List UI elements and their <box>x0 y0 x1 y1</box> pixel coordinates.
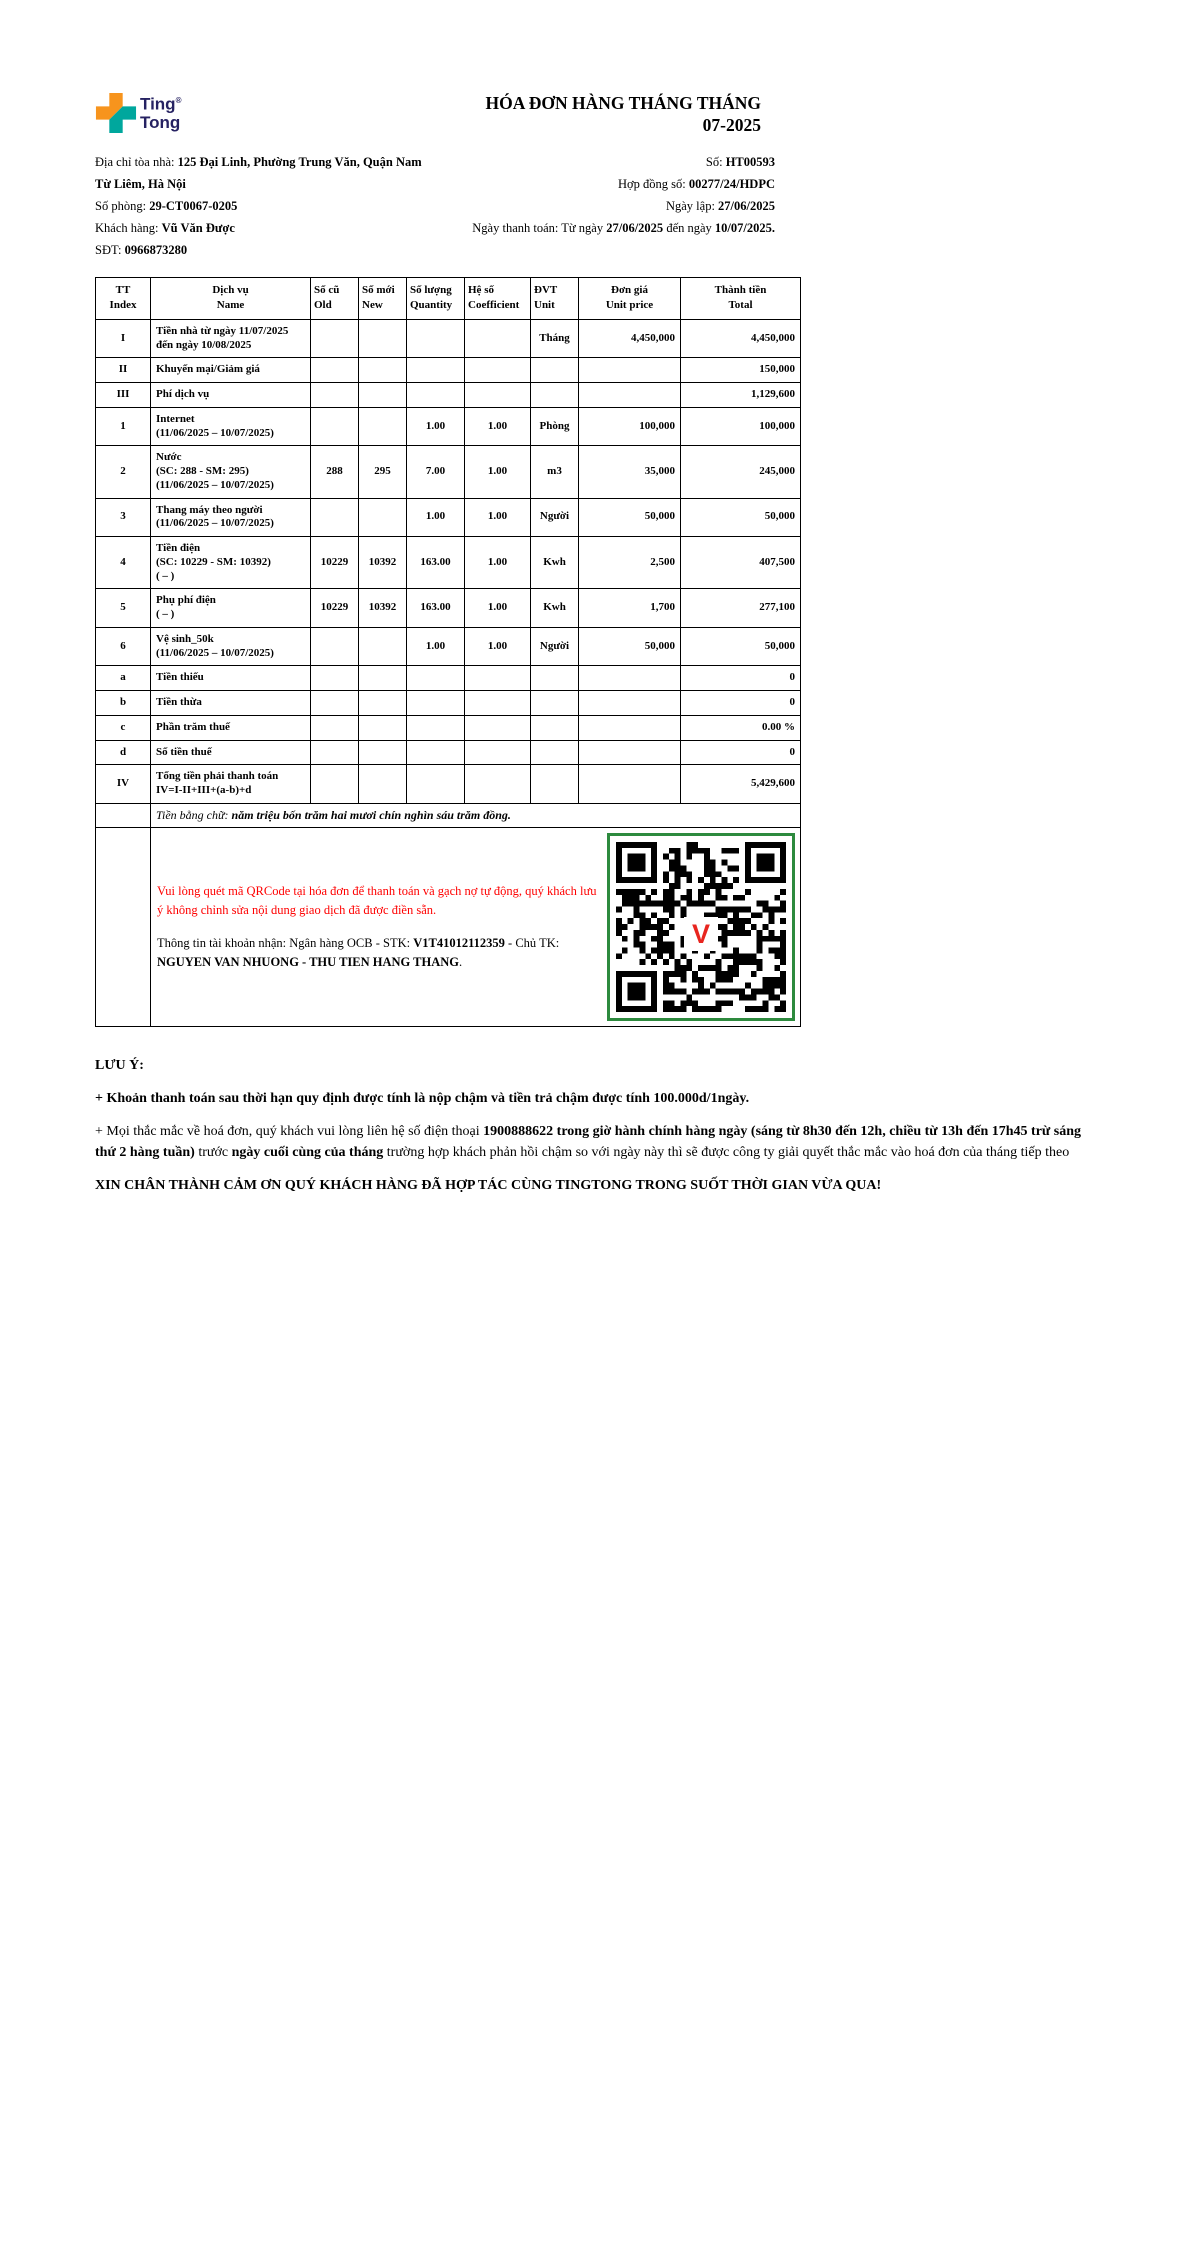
cell-total: 4,450,000 <box>681 319 801 358</box>
service-row <box>96 358 801 383</box>
cell-price: 35,000 <box>579 446 681 498</box>
cell-name: Số tiền thuế <box>151 740 311 765</box>
cell-coef <box>465 715 531 740</box>
cell-name: Tiền thiếu <box>151 666 311 691</box>
invoice-info <box>95 151 775 261</box>
cell-total: 0.00 % <box>681 715 801 740</box>
cell-qty <box>407 715 465 740</box>
cell-unit: m3 <box>531 446 579 498</box>
cell-price <box>579 715 681 740</box>
cell-qty: 163.00 <box>407 537 465 589</box>
cell-new <box>359 498 407 537</box>
column-header-total: Thành tiền Total <box>681 278 801 320</box>
notes-title: LƯU Ý: <box>95 1057 144 1073</box>
cell-tt: 3 <box>96 498 151 537</box>
cell-qty: 1.00 <box>407 498 465 537</box>
cell-qty <box>407 691 465 716</box>
amount-in-words <box>151 803 801 827</box>
cell-new <box>359 627 407 666</box>
cell-name: Nước (SC: 288 - SM: 295) (11/06/2025 – 10/07/2025) <box>151 446 311 498</box>
service-row <box>96 446 801 498</box>
qr-v-logo-icon: V <box>684 917 718 951</box>
cell-tt: IV <box>96 765 151 804</box>
service-row <box>96 740 801 765</box>
cell-new <box>359 715 407 740</box>
cell-qty <box>407 765 465 804</box>
cell-unit: Người <box>531 627 579 666</box>
table-body <box>96 319 801 803</box>
cell-unit: Người <box>531 498 579 537</box>
service-row <box>96 627 801 666</box>
cell-qty <box>407 319 465 358</box>
cell-qty <box>407 358 465 383</box>
tingtong-logo-icon <box>95 92 137 134</box>
cell-new <box>359 383 407 408</box>
cell-name: Phụ phí điện ( – ) <box>151 589 311 628</box>
cell-tt: 6 <box>96 627 151 666</box>
cell-total: 0 <box>681 691 801 716</box>
service-row <box>96 589 801 628</box>
qr-cell <box>151 827 801 1026</box>
customer-phone: SĐT: 0966873280 <box>95 243 188 257</box>
cell-old <box>311 498 359 537</box>
cell-qty: 1.00 <box>407 407 465 446</box>
cell-old: 10229 <box>311 589 359 628</box>
cell-new <box>359 319 407 358</box>
cell-total: 50,000 <box>681 627 801 666</box>
cell-coef <box>465 765 531 804</box>
service-row <box>96 383 801 408</box>
invoice-number: Số: HT00593 <box>705 155 775 169</box>
service-row <box>96 319 801 358</box>
bank-account-info: Thông tin tài khoản nhận: Ngân hàng OCB - STK: V1T41012112359 - Chủ TK: NGUYEN VAN NHUONG - THU TIEN HANG THANG. <box>157 935 560 969</box>
column-header-new: Số mới New <box>359 278 407 320</box>
cell-price <box>579 740 681 765</box>
cell-new <box>359 765 407 804</box>
cell-qty: 163.00 <box>407 589 465 628</box>
cell-price <box>579 666 681 691</box>
cell-qty <box>407 740 465 765</box>
hotline-note: + Mọi thắc mắc về hoá đơn, quý khách vui lòng liên hệ số điện thoại 1900888622 trong giờ hành chính hàng ngày (sáng từ 8h30 đến 12h, chiều từ 13h đến 17h45 trừ sáng thứ 2 hàng tuần) trước ngày cuối cùng của tháng trường hợp khách phản hồi chậm so với ngày này thì sẽ được công ty giải quyết thắc mắc vào hoá đơn của tháng tiếp theo <box>95 1123 1082 1160</box>
cell-qty <box>407 383 465 408</box>
cell-new <box>359 740 407 765</box>
cell-name: Khuyến mại/Giảm giá <box>151 358 311 383</box>
cell-tt: II <box>96 358 151 383</box>
cell-unit <box>531 715 579 740</box>
late-payment-note: + Khoản thanh toán sau thời hạn quy định được tính là nộp chậm và tiền trả chậm được tính 100.000d/1ngày. <box>95 1090 750 1106</box>
cell-unit: Tháng <box>531 319 579 358</box>
cell-empty <box>96 827 151 1026</box>
payment-instructions <box>154 882 597 971</box>
cell-new: 295 <box>359 446 407 498</box>
qr-code <box>607 833 795 1021</box>
cell-tt: I <box>96 319 151 358</box>
cell-coef <box>465 319 531 358</box>
amount-in-words-row <box>96 803 801 827</box>
building-address: Địa chỉ tòa nhà: 125 Đại Linh, Phường Trung Văn, Quận Nam Từ Liêm, Hà Nội <box>95 155 422 191</box>
cell-coef <box>465 383 531 408</box>
cell-unit <box>531 666 579 691</box>
cell-new <box>359 358 407 383</box>
footer-notes <box>95 1055 1105 1196</box>
table-footer <box>96 803 801 1026</box>
amount-in-words-label: Tiền bằng chữ: <box>156 807 232 822</box>
cell-empty <box>96 803 151 827</box>
cell-coef: 1.00 <box>465 446 531 498</box>
cell-price: 2,500 <box>579 537 681 589</box>
brand-name <box>140 92 181 132</box>
cell-price <box>579 691 681 716</box>
service-row <box>96 691 801 716</box>
cell-new: 10392 <box>359 589 407 628</box>
cell-total: 407,500 <box>681 537 801 589</box>
column-header-price: Đơn giá Unit price <box>579 278 681 320</box>
cell-coef: 1.00 <box>465 407 531 446</box>
cell-old <box>311 666 359 691</box>
cell-old <box>311 715 359 740</box>
service-row <box>96 666 801 691</box>
qr-row <box>96 827 801 1026</box>
cell-total: 50,000 <box>681 498 801 537</box>
cell-total: 0 <box>681 740 801 765</box>
cell-price: 100,000 <box>579 407 681 446</box>
cell-total: 100,000 <box>681 407 801 446</box>
cell-coef <box>465 358 531 383</box>
cell-name: Tổng tiền phải thanh toán IV=I-II+III+(a-b)+d <box>151 765 311 804</box>
cell-name: Internet (11/06/2025 – 10/07/2025) <box>151 407 311 446</box>
cell-unit <box>531 740 579 765</box>
column-header-coef: Hệ số Coefficient <box>465 278 531 320</box>
cell-tt: a <box>96 666 151 691</box>
cell-name: Vệ sinh_50k (11/06/2025 – 10/07/2025) <box>151 627 311 666</box>
cell-tt: 5 <box>96 589 151 628</box>
table-header-row <box>96 278 801 320</box>
invoice-table <box>95 277 801 1027</box>
cell-new <box>359 691 407 716</box>
cell-name: Phí dịch vụ <box>151 383 311 408</box>
column-header-qty: Số lượng Quantity <box>407 278 465 320</box>
cell-name: Tiền nhà từ ngày 11/07/2025 đến ngày 10/08/2025 <box>151 319 311 358</box>
column-header-tt: TT Index <box>96 278 151 320</box>
cell-price <box>579 358 681 383</box>
cell-old <box>311 627 359 666</box>
cell-tt: 1 <box>96 407 151 446</box>
cell-tt: b <box>96 691 151 716</box>
cell-price: 50,000 <box>579 498 681 537</box>
cell-tt: 4 <box>96 537 151 589</box>
cell-coef <box>465 691 531 716</box>
cell-new <box>359 407 407 446</box>
amount-in-words-value: năm triệu bốn trăm hai mươi chín nghìn sáu trăm đồng. <box>231 807 511 822</box>
cell-name: Tiền thừa <box>151 691 311 716</box>
cell-unit <box>531 358 579 383</box>
thank-you-note: XIN CHÂN THÀNH CẢM ƠN QUÝ KHÁCH HÀNG ĐÃ HỢP TÁC CÙNG TINGTONG TRONG SUỐT THỜI GIAN VỪA QUA! <box>95 1177 882 1193</box>
cell-unit: Kwh <box>531 589 579 628</box>
cell-old <box>311 407 359 446</box>
cell-total: 1,129,600 <box>681 383 801 408</box>
cell-coef: 1.00 <box>465 537 531 589</box>
service-row <box>96 498 801 537</box>
service-row <box>96 765 801 804</box>
customer-name: Khách hàng: Vũ Văn Được <box>95 221 235 235</box>
cell-price <box>579 765 681 804</box>
room-number: Số phòng: 29-CT0067-0205 <box>95 199 238 213</box>
customer-info <box>95 151 440 261</box>
cell-coef <box>465 666 531 691</box>
cell-total: 0 <box>681 666 801 691</box>
cell-price: 4,450,000 <box>579 319 681 358</box>
registered-mark: ® <box>175 96 182 105</box>
cell-price: 1,700 <box>579 589 681 628</box>
cell-name: Thang máy theo người (11/06/2025 – 10/07/2025) <box>151 498 311 537</box>
column-header-unit: ĐVT Unit <box>531 278 579 320</box>
invoice-title: HÓA ĐƠN HÀNG THÁNG THÁNG 07-2025 <box>485 93 761 135</box>
contract-number: Hợp đồng số: 00277/24/HDPC <box>618 177 775 191</box>
cell-coef: 1.00 <box>465 498 531 537</box>
service-row <box>96 537 801 589</box>
cell-old <box>311 319 359 358</box>
cell-unit <box>531 765 579 804</box>
cell-old: 288 <box>311 446 359 498</box>
cell-name: Phần trăm thuế <box>151 715 311 740</box>
cell-price <box>579 383 681 408</box>
qr-payment-notice: Vui lòng quét mã QRCode tại hóa đơn để thanh toán và gạch nợ tự động, quý khách lưu ý không chỉnh sửa nội dung giao dịch đã được điền sẵn. <box>157 884 597 918</box>
cell-unit: Kwh <box>531 537 579 589</box>
cell-new: 10392 <box>359 537 407 589</box>
cell-old <box>311 765 359 804</box>
cell-name: Tiền điện (SC: 10229 - SM: 10392) ( – ) <box>151 537 311 589</box>
cell-total: 150,000 <box>681 358 801 383</box>
brand-name-line2: Tong <box>140 112 181 132</box>
cell-coef <box>465 740 531 765</box>
cell-qty: 1.00 <box>407 627 465 666</box>
invoice-header <box>95 92 761 136</box>
cell-unit: Phòng <box>531 407 579 446</box>
cell-tt: III <box>96 383 151 408</box>
service-row <box>96 715 801 740</box>
cell-total: 245,000 <box>681 446 801 498</box>
cell-old <box>311 358 359 383</box>
cell-tt: 2 <box>96 446 151 498</box>
column-header-name: Dịch vụ Name <box>151 278 311 320</box>
brand-logo <box>95 92 181 134</box>
brand-name-line1: Ting <box>140 94 176 114</box>
cell-unit <box>531 691 579 716</box>
cell-old: 10229 <box>311 537 359 589</box>
cell-price: 50,000 <box>579 627 681 666</box>
cell-coef: 1.00 <box>465 589 531 628</box>
cell-old <box>311 383 359 408</box>
cell-tt: c <box>96 715 151 740</box>
invoice-meta <box>472 151 775 261</box>
cell-tt: d <box>96 740 151 765</box>
cell-total: 5,429,600 <box>681 765 801 804</box>
cell-total: 277,100 <box>681 589 801 628</box>
cell-new <box>359 666 407 691</box>
payment-period: Ngày thanh toán: Từ ngày 27/06/2025 đến ngày 10/07/2025. <box>472 221 775 235</box>
cell-qty: 7.00 <box>407 446 465 498</box>
cell-qty <box>407 666 465 691</box>
cell-unit <box>531 383 579 408</box>
invoice-page <box>95 92 1105 1208</box>
cell-old <box>311 691 359 716</box>
cell-coef: 1.00 <box>465 627 531 666</box>
cell-old <box>311 740 359 765</box>
service-row <box>96 407 801 446</box>
issue-date: Ngày lập: 27/06/2025 <box>665 199 775 213</box>
column-header-old: Số cũ Old <box>311 278 359 320</box>
